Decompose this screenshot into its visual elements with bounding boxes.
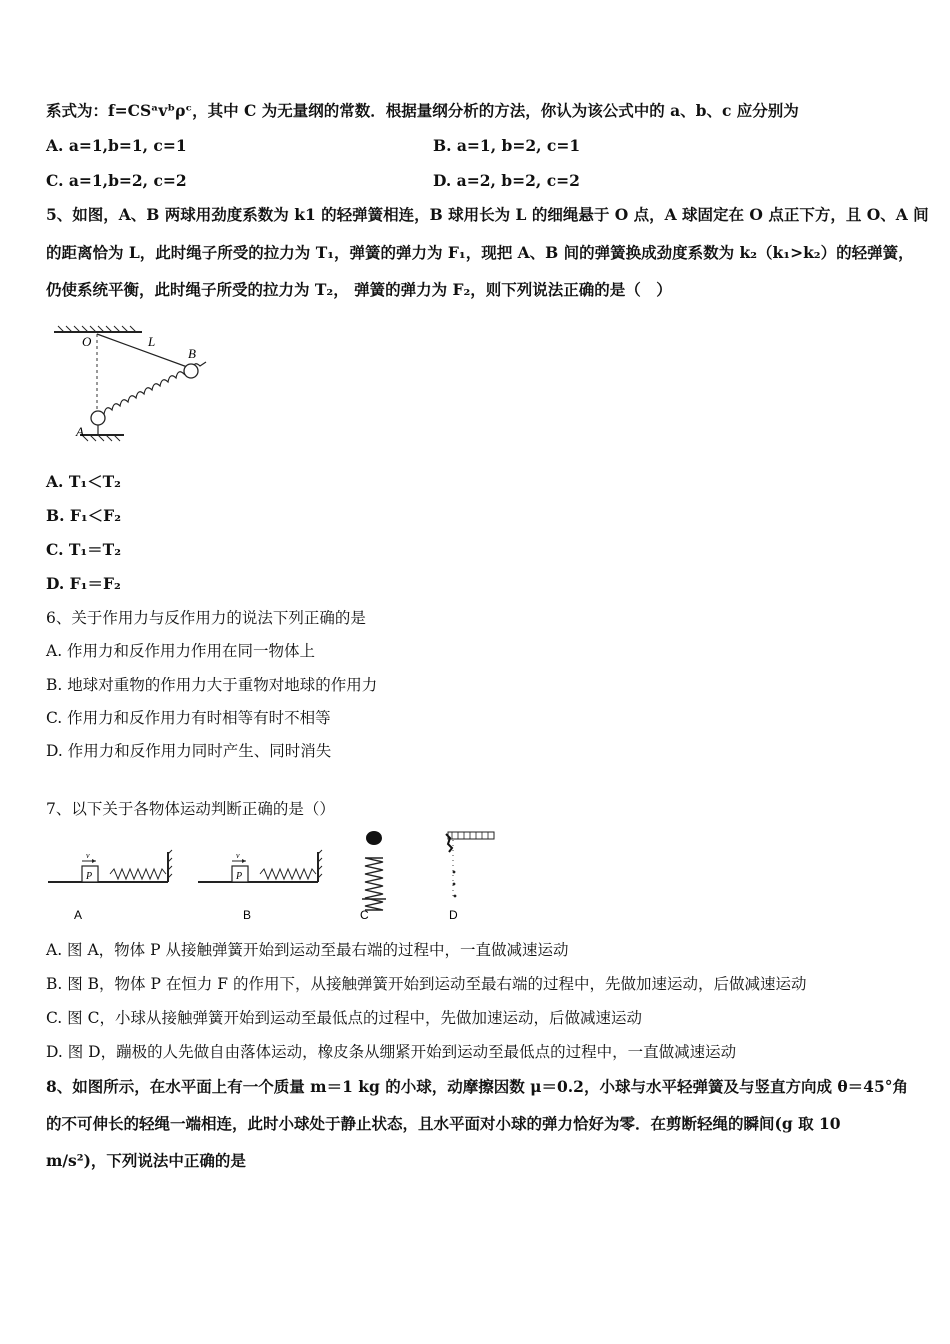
q5-spring-figure — [50, 322, 210, 450]
q7-option-c: C. 图 C，小球从接触弹簧开始到运动至最低点的过程中，先做加速运动，后做减速运动 — [46, 1009, 642, 1027]
q7-figure-d — [446, 832, 494, 900]
caption-d: D — [449, 908, 458, 922]
label-o: O — [82, 334, 92, 349]
label-a: A — [76, 424, 84, 439]
label-b: B — [188, 346, 196, 361]
q6-option-d: D. 作用力和反作用力同时产生、同时消失 — [46, 742, 332, 760]
q7-figure — [44, 828, 504, 924]
spring-c — [365, 858, 383, 910]
q5-stem-line-2: 的距离恰为 L，此时绳子所受的拉力为 T₁，弹簧的弹力为 F₁，现把 A、B 间的弹簧换成劲度系数为 k₂（k₁>k₂）的轻弹簧， — [46, 243, 914, 262]
q5-option-a: A. T₁＜T₂ — [46, 472, 121, 491]
q7-option-d: D. 图 D，蹦极的人先做自由落体运动，橡皮条从绷紧开始到运动至最低点的过程中，一直做减速运动 — [46, 1043, 737, 1061]
arrow-v-b: v — [236, 851, 240, 860]
q4-stem: 系式为：f=CSᵃvᵇρᶜ，其中 C 为无量纲的常数．根据量纲分析的方法，你认为该公式中的 a、b、c 应分别为 — [46, 101, 799, 120]
label-l: L — [148, 334, 156, 349]
q6-stem: 6、关于作用力与反作用力的说法下列正确的是 — [46, 609, 366, 627]
q4-option-b: B. a=1, b=2, c=1 — [433, 136, 581, 155]
q7-stem: 7、以下关于各物体运动判断正确的是（） — [46, 800, 335, 818]
block-p-b-label: P — [236, 871, 243, 882]
arrow-v-a: v — [86, 851, 90, 860]
q7-figure-c — [362, 831, 386, 910]
spring-b — [260, 869, 316, 879]
spring-a — [110, 869, 166, 879]
q6-option-c: C. 作用力和反作用力有时相等有时不相等 — [46, 709, 331, 727]
q5-option-b: B. F₁＜F₂ — [46, 506, 121, 525]
ball-b — [184, 364, 198, 378]
ball-a — [91, 411, 105, 425]
q5-option-d: D. F₁＝F₂ — [46, 574, 121, 593]
q7-option-a: A. 图 A，物体 P 从接触弹簧开始到运动至最右端的过程中，一直做减速运动 — [46, 941, 569, 959]
q4-option-d: D. a=2, b=2, c=2 — [433, 171, 580, 190]
q6-option-b: B. 地球对重物的作用力大于重物对地球的作用力 — [46, 676, 378, 694]
q8-stem-line-3: m/s²)，下列说法中正确的是 — [46, 1151, 246, 1170]
q5-stem-line-3: 仍使系统平衡，此时绳子所受的拉力为 T₂， 弹簧的弹力为 F₂，则下列说法正确的是（ ） — [46, 280, 672, 299]
string-l — [97, 334, 190, 368]
q7-figure-a — [48, 850, 172, 882]
q7-figure-b — [198, 850, 322, 882]
q6-option-a: A. 作用力和反作用力作用在同一物体上 — [46, 642, 316, 660]
block-p-a-label: P — [86, 871, 93, 882]
q8-stem-line-1: 8、如图所示，在水平面上有一个质量 m＝1 kg 的小球，动摩擦因数 μ＝0.2，小球与水平轻弹簧及与竖直方向成 θ＝45°角 — [46, 1077, 909, 1096]
q4-option-c: C. a=1,b=2, c=2 — [46, 171, 187, 190]
q4-option-a: A. a=1,b=1, c=1 — [46, 136, 187, 155]
q8-stem-line-2: 的不可伸长的轻绳一端相连，此时小球处于静止状态，且水平面对小球的弹力恰好为零．在剪断轻绳的瞬间(g 取 10 — [46, 1114, 841, 1133]
ground-hatch — [80, 435, 124, 441]
caption-b: B — [243, 908, 252, 922]
ceiling-hatch — [54, 326, 142, 332]
q7-option-b: B. 图 B，物体 P 在恒力 F 的作用下，从接触弹簧开始到运动至最右端的过程中，先做加速运动，后做减速运动 — [46, 975, 807, 993]
q5-stem-line-1: 5、如图，A、B 两球用劲度系数为 k1 的轻弹簧相连，B 球用长为 L 的细绳悬于 O 点，A 球固定在 O 点正下方，且 O、A 间 — [46, 205, 929, 224]
q5-option-c: C. T₁＝T₂ — [46, 540, 122, 559]
caption-c: C — [360, 908, 369, 922]
ball-c — [366, 831, 382, 845]
caption-a: A — [74, 908, 83, 922]
